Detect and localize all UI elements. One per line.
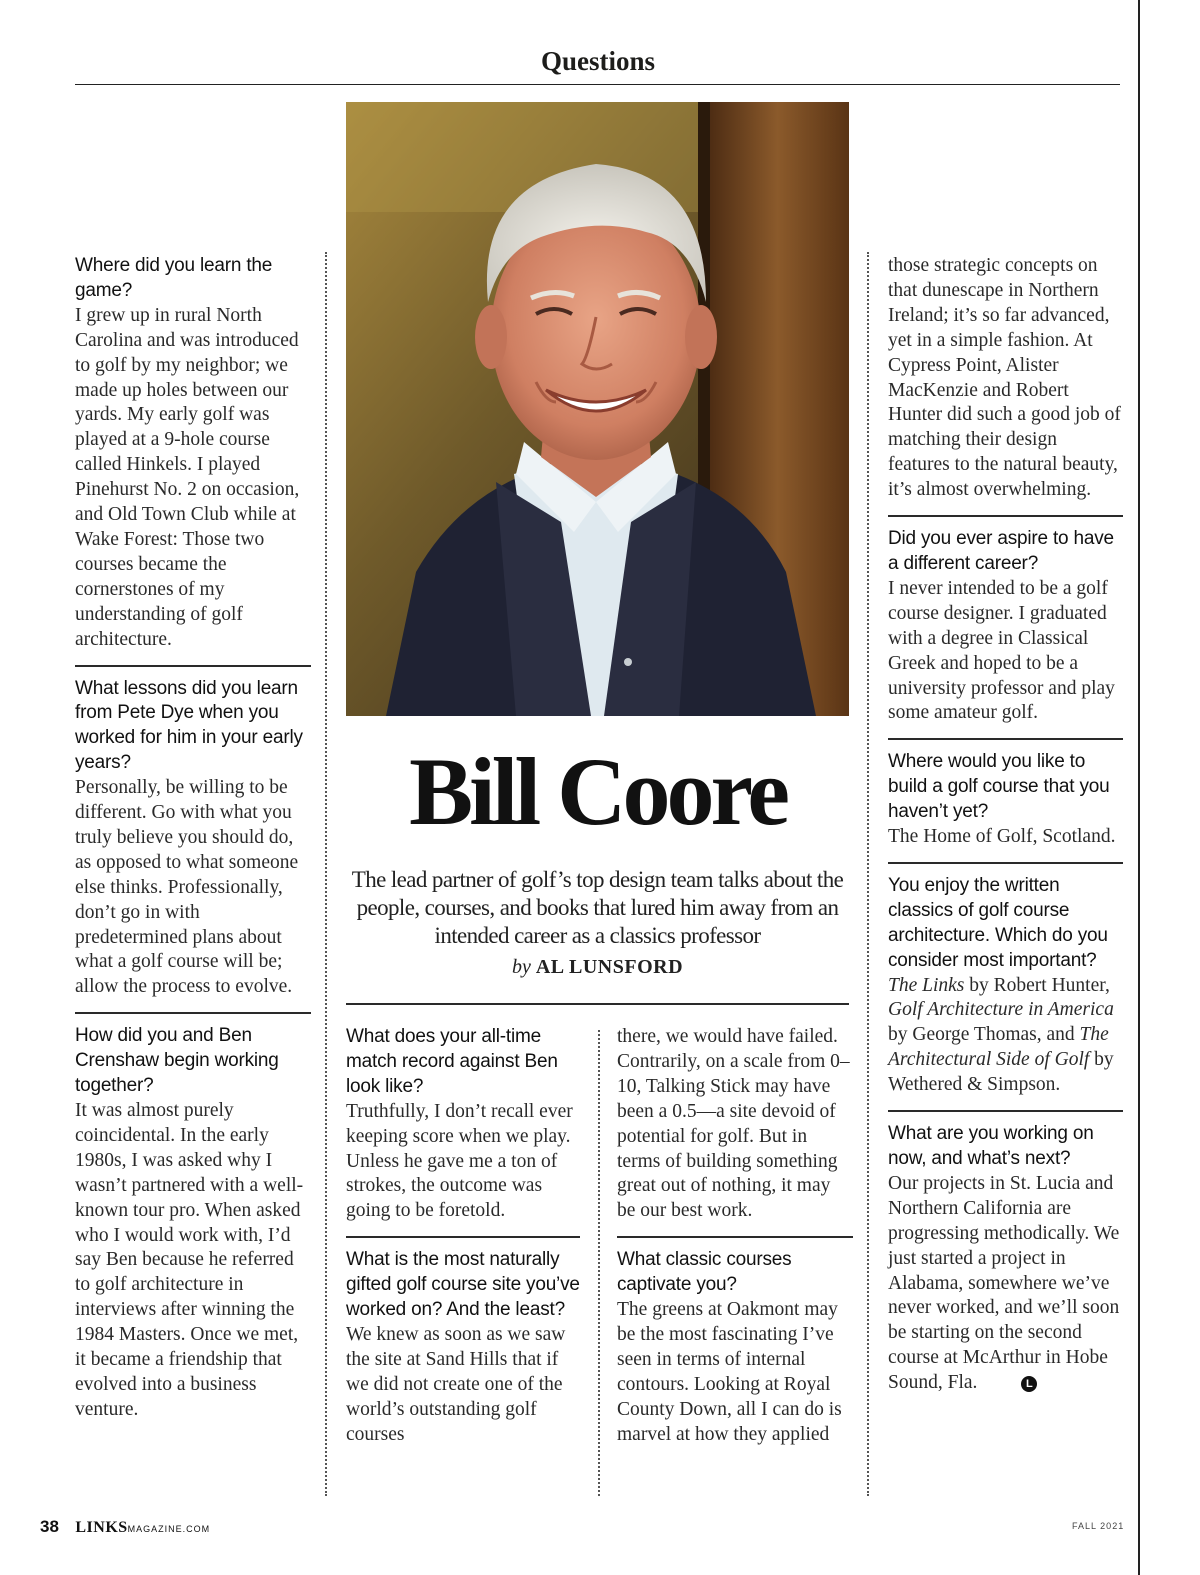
- answer: I grew up in rural North Carolina and was introduced to golf by my neighbor; we made up holes between our yards. My early golf was played at a 9-hole course called Hinkels. I played Pinehurst No. 2 on occasion, and Old Town Club while at Wake Forest: Those two courses became the cornerstones of my understanding of golf architecture.: [75, 304, 300, 650]
- answer-text: by Wethered & Simpson.: [888, 1049, 1114, 1096]
- answer-text: by George Thomas, and: [888, 1024, 1080, 1046]
- feature-dek: The lead partner of golf’s top design team talks about the people, courses, and books that lured him away from an intended career as a classics professor: [351, 867, 844, 948]
- question: What are you working on now, and what’s next?: [888, 1123, 1094, 1169]
- divider: [75, 665, 311, 667]
- answer: [888, 974, 1123, 1099]
- issue-date: FALL 2021: [1072, 1521, 1125, 1531]
- middle-left-column: [346, 1025, 580, 1448]
- divider: [75, 1012, 311, 1014]
- divider: [888, 515, 1123, 517]
- answer: The greens at Oakmont may be the most fascinating I’ve seen in terms of internal contours. Looking at Royal County Down, all I can do is marvel at how they applied: [617, 1299, 842, 1445]
- divider: [617, 1236, 853, 1238]
- question: What classic courses captivate you?: [617, 1249, 792, 1296]
- feature-name: Bill Coore: [409, 738, 786, 845]
- magazine-name: LINKS: [75, 1519, 128, 1536]
- answer: [888, 1172, 1123, 1396]
- magazine-site: MAGAZINE.COM: [127, 1524, 211, 1534]
- end-mark-icon: L: [1021, 1376, 1037, 1392]
- answer: The Home of Golf, Scotland.: [888, 826, 1116, 848]
- section-title: Questions: [540, 46, 656, 76]
- column-divider-dotted: [598, 1030, 600, 1496]
- byline-prefix: by: [511, 956, 531, 978]
- divider: [888, 1110, 1123, 1112]
- book-title: The Architectural Side of Golf: [888, 1024, 1109, 1071]
- footer-folio: [40, 1517, 210, 1537]
- answer-continued: those strategic concepts on that dunescape in Northern Ireland; it’s so far advanced, yet in a simple fashion. At Cypress Point, Alister MacKenzie and Robert Hunter did such a good job of matching their design features to the natural beauty, it’s almost overwhelming.: [888, 255, 1121, 501]
- page-number: 38: [40, 1517, 59, 1536]
- right-column: [888, 254, 1123, 1396]
- answer: Personally, be willing to be different. Go with what you truly believe you should do, as opposed to what someone else thinks. Professionally, don’t go in with predetermined plans about what a golf course will be; allow the process to evolve.: [75, 777, 299, 998]
- question: Did you ever aspire to have a different career?: [888, 528, 1114, 574]
- header-rule: [75, 84, 1120, 85]
- portrait-photo: [346, 102, 849, 716]
- byline: [346, 956, 849, 979]
- question: How did you and Ben Crenshaw begin working together?: [75, 1025, 279, 1097]
- question: Where did you learn the game?: [75, 255, 273, 301]
- book-title: The Links: [888, 974, 965, 996]
- question: What is the most naturally gifted golf course site you’ve worked on? And the least?: [346, 1249, 580, 1321]
- column-divider-dotted: [867, 252, 869, 1496]
- page-edge-line: [1138, 0, 1140, 1575]
- answer: Truthfully, I don’t recall ever keeping score when we play. Unless he gave me a ton of strokes, the outcome was going to be foretold.: [346, 1100, 573, 1222]
- answer: It was almost purely coincidental. In the early 1980s, I was asked why I wasn’t partnered with a well-known tour pro. When asked who I would work with, I’d say Ben because he referred to golf architecture in interviews after winning the 1984 Masters. Once we met, it became a friendship that evolved into a business venture.: [75, 1100, 304, 1420]
- divider: [888, 738, 1123, 740]
- answer: We knew as soon as we saw the site at Sand Hills that if we did not create one of the world’s outstanding golf courses: [346, 1323, 566, 1445]
- middle-right-column: [617, 1025, 853, 1448]
- column-divider-dotted: [325, 252, 327, 1496]
- question: What does your all-time match record against Ben look like?: [346, 1026, 558, 1097]
- question: Where would you like to build a golf course that you haven’t yet?: [888, 751, 1110, 823]
- dek-rule: [346, 1003, 849, 1005]
- question: You enjoy the written classics of golf course architecture. Which do you consider most important?: [888, 874, 1108, 971]
- answer-text: by Robert Hunter,: [964, 974, 1110, 996]
- book-title: Golf Architecture in America: [888, 999, 1114, 1021]
- divider: [346, 1236, 580, 1238]
- left-column: [75, 254, 311, 1423]
- byline-author: AL LUNSFORD: [535, 956, 684, 978]
- question: What lessons did you learn from Pete Dye when you worked for him in your early years?: [75, 677, 303, 774]
- answer: I never intended to be a golf course designer. I graduated with a degree in Classical Greek and hoped to be a university professor and play some amateur golf.: [888, 577, 1115, 724]
- answer-text: Our projects in St. Lucia and Northern California are progressing methodically. We just started a project in Alabama, somewhere we’ve never worked, and we’ll soon be starting on the second course at McArthur in Hobe Sound, Fla.: [888, 1172, 1120, 1394]
- answer-continued: there, we would have failed. Contrarily, on a scale from 0–10, Talking Stick may have been a 0.5—a site devoid of potential for golf. But in terms of building something great out of nothing, it may be our best work.: [617, 1026, 850, 1222]
- divider: [888, 862, 1123, 864]
